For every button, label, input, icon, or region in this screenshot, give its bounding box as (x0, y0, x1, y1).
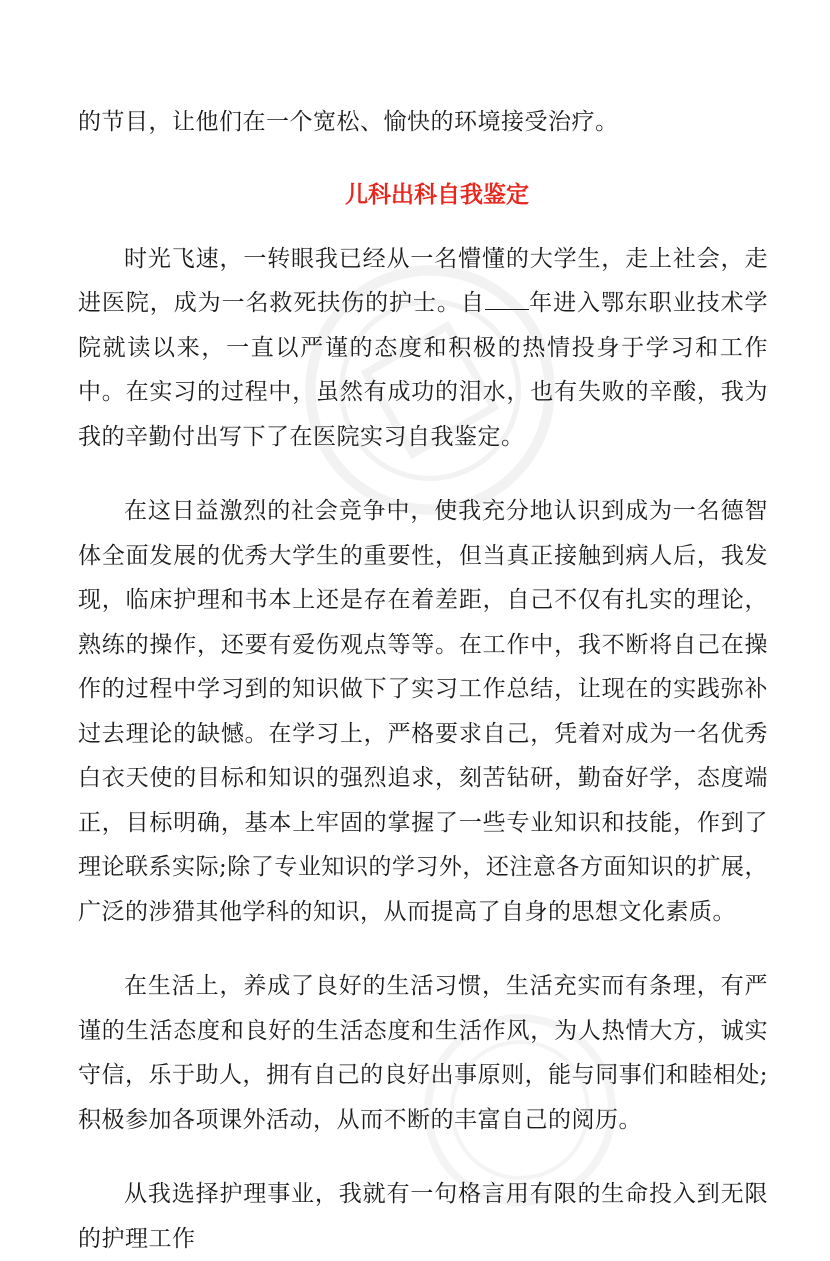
paragraph-1-part-b: 年进入鄂东职业技术学院就读以来，一直以严谨的态度和积极的热情投身于学习和工作中。在实习的过程中，虽然有成功的泪水，也有失败的辛酸，我为我的辛勤付出写下了在医院实习自我鉴定。 (78, 290, 769, 450)
intro-tail-paragraph: 的节目，让他们在一个宽松、愉快的环境接受治疗。 (78, 109, 619, 135)
section-heading: 儿科出科自我鉴定 (345, 180, 529, 208)
paragraph-3: 在生活上，养成了良好的生活习惯，生活充实而有条理，有严谨的生活态度和良好的生活态度和生活作风，为人热情大方，诚实守信，乐于助人，拥有自己的良好出事原则，能与同事们和睦相处;积极参加各项课外活动，从而不断的丰富自己的阅历。 (78, 973, 768, 1133)
fill-in-blank (485, 291, 529, 310)
document-body (78, 100, 768, 1261)
paragraph-2: 在这日益激烈的社会竞争中，使我充分地认识到成为一名德智体全面发展的优秀大学生的重要性，但当真正接触到病人后，我发现，临床护理和书本上还是存在着差距，自己不仅有扎实的理论，熟练的操作，还要有爱伤观点等等。在工作中，我不断将自己在操作的过程中学习到的知识做下了实习工作总结，让现在的实践弥补过去理论的缺憾。在学习上，严格要求自己，凭着对成为一名优秀白衣天使的目标和知识的强烈追求，刻苦钻研，勤奋好学，态度端正，目标明确，基本上牢固的掌握了一些专业知识和技能，作到了理论联系实际;除了专业知识的学习外，还注意各方面知识的扩展，广泛的涉猎其他学科的知识，从而提高了自身的思想文化素质。 (78, 498, 768, 925)
paragraph-1-part-a: 时光飞速，一转眼我已经从一名懵懂的大学生，走上社会，走进医院，成为一名救死扶伤的护士。自 (78, 245, 768, 316)
paragraph-1 (78, 237, 768, 460)
paragraph-4: 从我选择护理事业，我就有一句格言用有限的生命投入到无限的护理工作 (78, 1181, 768, 1252)
